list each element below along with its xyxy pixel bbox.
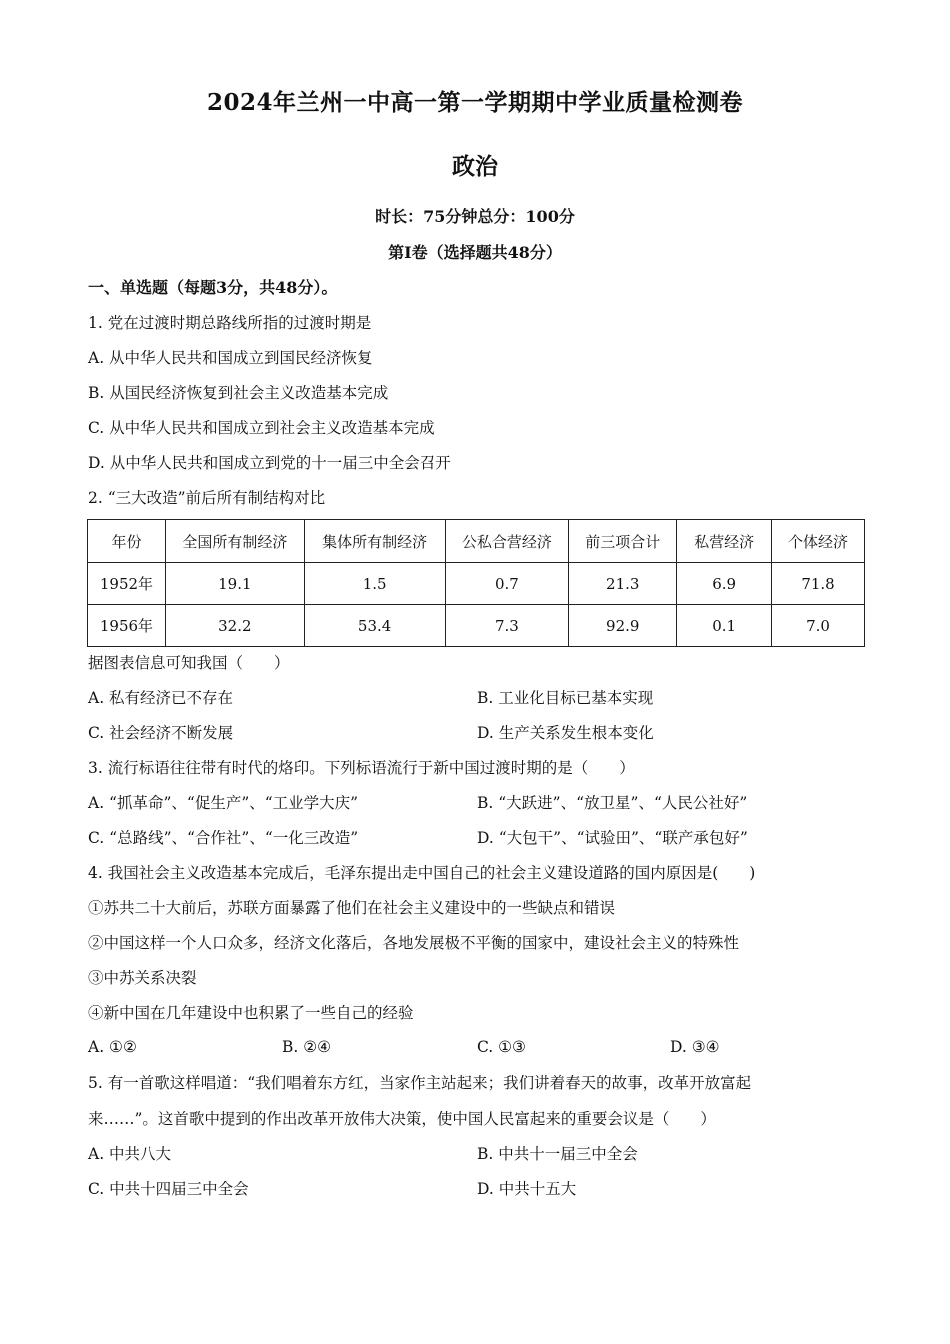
table-cell: 7.3 (445, 605, 569, 647)
table-header-cell: 私营经济 (677, 520, 772, 563)
question-5-option-d[interactable]: D. 中共十五大 (477, 1180, 577, 1198)
question-4-stem: 4. 我国社会主义改造基本完成后，毛泽东提出走中国自己的社会主义建设道路的国内原因是( ) (88, 864, 756, 882)
part-heading: 第Ⅰ卷（选择题共48分） (388, 243, 562, 262)
table-header-cell: 年份 (88, 520, 166, 563)
table-row (88, 563, 865, 605)
table-header-cell: 公私合营经济 (445, 520, 569, 563)
table-cell: 0.1 (677, 605, 772, 647)
question-4-option-a[interactable]: A. ①② (88, 1038, 137, 1056)
question-4-option-c[interactable]: C. ①③ (477, 1038, 526, 1056)
question-2-option-b[interactable]: B. 工业化目标已基本实现 (477, 689, 654, 707)
question-3-stem: 3. 流行标语往往带有时代的烙印。下列标语流行于新中国过渡时期的是（ ） (88, 759, 635, 777)
question-1-option-c[interactable]: C. 从中华人民共和国成立到社会主义改造基本完成 (88, 419, 435, 437)
table-cell: 19.1 (165, 563, 304, 605)
table-header-cell: 集体所有制经济 (304, 520, 445, 563)
question-4-option-d[interactable]: D. ③④ (670, 1038, 720, 1056)
question-1-option-b[interactable]: B. 从国民经济恢复到社会主义改造基本完成 (88, 384, 389, 402)
question-4-item-3: ③中苏关系决裂 (88, 969, 197, 987)
table-cell: 7.0 (772, 605, 865, 647)
table-cell: 71.8 (772, 563, 865, 605)
question-5-stem-line-2: 来……”。这首歌中提到的作出改革开放伟大决策，使中国人民富起来的重要会议是（ ） (88, 1110, 716, 1128)
ownership-table (87, 519, 865, 647)
question-1-option-a[interactable]: A. 从中华人民共和国成立到国民经济恢复 (88, 349, 373, 367)
question-2-option-d[interactable]: D. 生产关系发生根本变化 (477, 724, 654, 742)
exam-meta: 时长：75分钟总分：100分 (375, 207, 575, 226)
table-row (88, 605, 865, 647)
table-cell: 92.9 (569, 605, 677, 647)
question-5-option-a[interactable]: A. 中共八大 (88, 1145, 172, 1163)
question-2-option-c[interactable]: C. 社会经济不断发展 (88, 724, 234, 742)
subject-title: 政治 (452, 153, 498, 180)
question-5-stem-line-1: 5. 有一首歌这样唱道：“我们唱着东方红，当家作主站起来；我们讲着春天的故事，改革开放富起 (88, 1074, 752, 1092)
question-3-option-b[interactable]: B. “大跃进”、“放卫星”、“人民公社好” (477, 794, 748, 812)
question-2-prompt: 据图表信息可知我国（ ） (88, 654, 290, 672)
question-4-item-4: ④新中国在几年建设中也积累了一些自己的经验 (88, 1004, 414, 1022)
table-cell: 32.2 (165, 605, 304, 647)
table-cell: 6.9 (677, 563, 772, 605)
question-4-item-1: ①苏共二十大前后，苏联方面暴露了他们在社会主义建设中的一些缺点和错误 (88, 899, 616, 917)
question-5-option-c[interactable]: C. 中共十四届三中全会 (88, 1180, 249, 1198)
table-cell: 1952年 (88, 563, 166, 605)
question-4-item-2: ②中国这样一个人口众多，经济文化落后，各地发展极不平衡的国家中，建设社会主义的特殊性 (88, 934, 740, 952)
question-2-stem: 2. “三大改造”前后所有制结构对比 (88, 489, 326, 507)
question-5-option-b[interactable]: B. 中共十一届三中全会 (477, 1145, 638, 1163)
section-heading: 一、单选题（每题3分，共48分）。 (88, 278, 338, 297)
table-cell: 0.7 (445, 563, 569, 605)
question-1-option-d[interactable]: D. 从中华人民共和国成立到党的十一届三中全会召开 (88, 454, 451, 472)
question-4-option-b[interactable]: B. ②④ (282, 1038, 332, 1056)
table-header-cell: 个体经济 (772, 520, 865, 563)
table-header-cell: 全国所有制经济 (165, 520, 304, 563)
question-2-option-a[interactable]: A. 私有经济已不存在 (88, 689, 234, 707)
question-3-option-c[interactable]: C. “总路线”、“合作社”、“一化三改造” (88, 829, 359, 847)
table-cell: 53.4 (304, 605, 445, 647)
question-1-stem: 1. 党在过渡时期总路线所指的过渡时期是 (88, 314, 372, 332)
question-3-option-d[interactable]: D. “大包干”、“试验田”、“联产承包好” (477, 829, 748, 847)
table-header-cell: 前三项合计 (569, 520, 677, 563)
exam-title: 2024年兰州一中高一第一学期期中学业质量检测卷 (206, 89, 743, 116)
table-cell: 1.5 (304, 563, 445, 605)
table-header-row (88, 520, 865, 563)
table-cell: 21.3 (569, 563, 677, 605)
question-3-option-a[interactable]: A. “抓革命”、“促生产”、“工业学大庆” (88, 794, 359, 812)
table-cell: 1956年 (88, 605, 166, 647)
